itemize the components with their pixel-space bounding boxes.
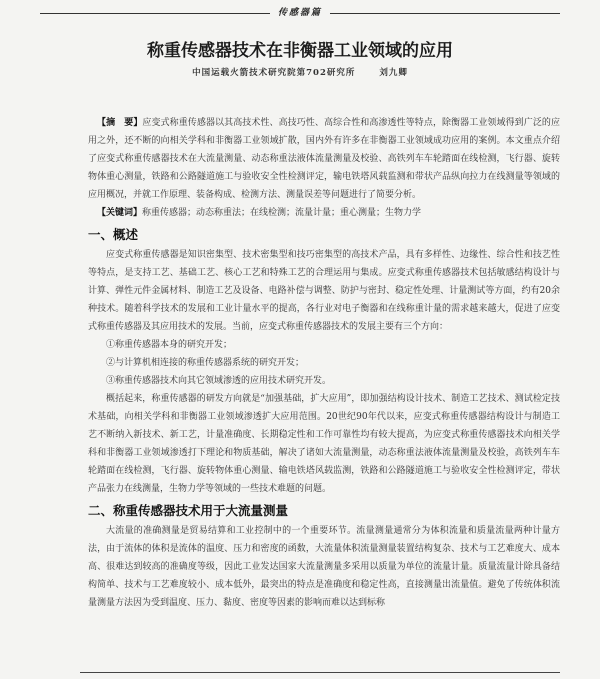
abstract [88,114,560,204]
paragraph: 大流量的准确测量是贸易结算和工业控制中的一个重要环节。流量测量通常分为体积流量和质量流量两种计量方法，由于流体的体积是流体的温度、压力和密度的函数，大流量体积流量测量装置结构复杂、技术与工艺难度大、成本高、很难达到较高的准确度等级，因此工业发达国家大流量测量多采用以质量为单位的流量计量。质量流量计除具备结构简单、技术与工艺难度较小、成本低外，最突出的特点是准确度和稳定性高，直接测量出流量值。避免了传统体积流量测量方法因为受到温度、压力、黏度、密度等因素的影响而难以达到标称 [88,526,560,608]
article-body [88,114,560,612]
section-heading-flow: 二、称重传感器技术用于大流量测量 [88,503,289,518]
byline [0,66,600,78]
article-title: 称重传感器技术在非衡器工业领域的应用 [147,41,453,61]
list-item: ②与计算机相连接的称重传感器系统的研究开发； [106,358,305,368]
section-heading-overview: 一、概述 [88,227,139,242]
paragraph: 应变式称重传感器是知识密集型、技术密集型和技巧密集型的高技术产品，具有多样性、边缘性、综合性和技艺性等特点，是支持工艺、基础工艺、核心工艺和特殊工艺的合理运用与集成。应变式称重传感器技术包括敏感结构设计与计算、弹性元件金属材料、制造工艺及设备、电路补偿与调整、防护与密封、稳定性处理、计量测试等方面，约有20余种技术。随着科学技术的发展和工业计量水平的提高，各行业对电子衡器和在线称重计量的需求越来越大，促进了应变式称重传感器及其应用技术的发展。当前，应变式称重传感器技术的发展主要有三个方向： [88,250,560,332]
paragraph: 概括起来，称重传感器的研发方向就是“加强基础，扩大应用”，即加强结构设计技术、制造工艺技术、测试检定技术基础，向相关学科和非衡器工业领域渗透扩大应用范围。20世纪90年代以来，应变式称重传感器结构设计与制造工艺不断纳入新技术、新工艺，计量准确度、长期稳定性和工作可靠性均有较大提高，为应变式称重传感器技术向相关学科和非衡器工业领域渗透打下理论和物质基础，解决了诸如大流量测量，动态称重法液体流量测量及校验，高铁列车车轮踏面在线检测，飞行器、旋转物体重心测量、输电铁塔风载监测，铁路和公路隧道施工与验收安全性检测评定，带状产品张力在线测量，生物力学等领域的一些技术难题的问题。 [88,394,560,494]
keywords [88,204,560,222]
footer-rule [80,672,560,673]
section-tag: 传感器篇 [270,5,330,18]
affiliation: 中国运载火箭技术研究院第702研究所 [192,68,356,78]
keywords-text: 称重传感器；动态称重法；在线检测；流量计量；重心测量；生物力学 [142,208,422,218]
abstract-text: 应变式称重传感器以其高技术性、高技巧性、高综合性和高渗透性等特点，除衡器工业领域得到广泛的应用之外，还不断的向相关学科和非衡器工业领域扩散，国内外有许多在非衡器工业领域成功应用的案例。本文重点介绍了应变式称重传感器技术在大流量测量、动态称重法液体流量测量及校验、高铁列车车轮踏面在线检测，飞行器、旋转物体重心测量，铁路和公路隧道施工与验收安全性检测评定，输电铁塔风载监测和带状产品纵向拉力在线测量等领域的应用概况，并就工作原理、装备构成、检测方法、测量误差等问题进行了简要分析。 [88,118,560,200]
author: 刘九卿 [379,68,408,78]
list-item: ③称重传感器技术向其它领域渗透的应用技术研究开发。 [106,376,332,386]
running-header [0,0,600,22]
list-item: ①称重传感器本身的研究开发； [106,340,233,350]
abstract-label: 【摘 要】 [97,118,143,128]
keywords-label: 【关键词】 [97,208,143,218]
